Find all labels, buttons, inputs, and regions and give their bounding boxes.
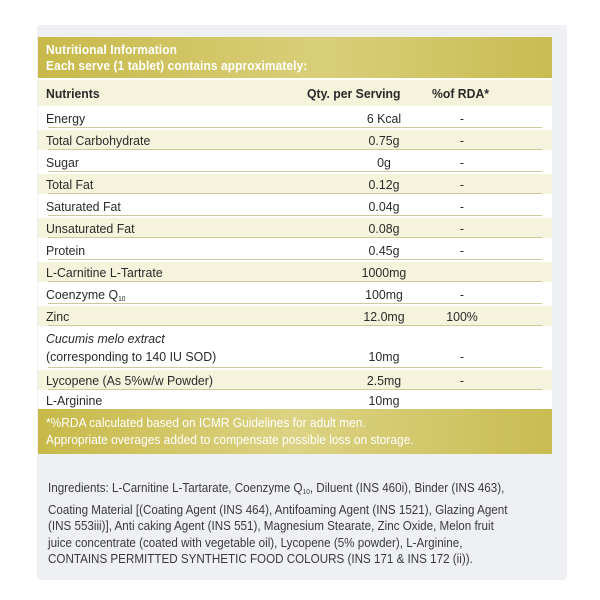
row-divider	[48, 281, 542, 282]
ingredients-line: juice concentrate (coated with vegetable oil), Lycopene (5% powder), L-Arginine,	[48, 535, 463, 550]
nutrient-name: Coenzyme $Q_{10}$	[46, 287, 126, 303]
table-row	[38, 370, 552, 390]
footnote-overages: Appropriate overages added to compensate possible loss on storage.	[46, 432, 414, 447]
nutrient-qty: 12.0mg	[363, 309, 405, 324]
nutrient-qty: 2.5mg	[366, 373, 402, 388]
table-row	[38, 390, 552, 410]
table-row	[38, 196, 552, 216]
header-subtitle: Each serve (1 tablet) contains approximately:	[46, 58, 308, 73]
ingredients-line: (INS 553iii)], Anti caking Agent (INS 551), Magnesium Stearate, Zinc Oxide, Melon fruit	[48, 519, 494, 533]
nutrient-name: L-Carnitine L-Tartrate	[46, 265, 163, 280]
ingredients-line: Ingredients: L-Carnitine L-Tartarate, Coenzyme $Q_{10}$, Diluent (INS 460i), Binder (INS 463),	[48, 481, 505, 496]
nutrient-rda: -	[459, 287, 465, 302]
footnote-rda: *%RDA calculated based on ICMR Guidelines for adult men.	[46, 415, 366, 430]
column-nutrients: Nutrients	[46, 86, 100, 101]
row-divider	[48, 325, 542, 326]
nutrient-rda: -	[459, 373, 465, 388]
table-row	[38, 130, 552, 150]
nutrient-name: Energy	[46, 111, 86, 126]
nutrition-header	[38, 37, 552, 78]
nutrient-rda: -	[459, 243, 465, 258]
nutrient-rda: -	[459, 221, 465, 236]
nutrient-rda: -	[459, 133, 465, 148]
table-row	[38, 328, 552, 368]
row-divider	[48, 259, 542, 260]
nutrient-name: Cucumis melo extract	[46, 331, 165, 346]
nutrient-qty: 0.08g	[368, 221, 400, 236]
row-divider	[48, 237, 542, 238]
table-row	[38, 240, 552, 260]
table-row	[38, 152, 552, 172]
ingredients-text	[48, 480, 548, 568]
nutrient-rda: -	[459, 155, 465, 170]
row-divider	[48, 149, 542, 150]
nutrient-name-note: (corresponding to 140 IU SOD)	[46, 349, 217, 364]
nutrient-qty: 100mg	[365, 287, 403, 302]
table-row	[38, 306, 552, 326]
ingredients-line: Coating Material [(Coating Agent (INS 464), Antifoaming Agent (INS 1521), Glazing Agent	[48, 502, 508, 517]
row-divider	[48, 303, 542, 304]
table-row	[38, 174, 552, 194]
nutrient-name: Protein	[46, 243, 86, 258]
nutrient-rda: -	[459, 199, 465, 214]
header-title: Nutritional Information	[46, 42, 178, 57]
table-row	[38, 262, 552, 282]
table-row	[38, 218, 552, 238]
nutrient-name: Zinc	[46, 309, 70, 324]
nutrient-qty: 1000mg	[361, 265, 407, 280]
row-divider	[48, 215, 542, 216]
nutrient-qty: 0g	[377, 155, 391, 170]
nutrient-rda: 100%	[446, 309, 478, 324]
nutrient-qty: 6 Kcal	[366, 111, 402, 126]
nutrient-name: Unsaturated Fat	[46, 221, 135, 236]
subscript: 10	[302, 489, 310, 496]
nutrient-name: Total Carbohydrate	[46, 133, 151, 148]
nutrient-rda: -	[459, 349, 465, 364]
nutrient-rda: -	[459, 111, 465, 126]
row-divider	[48, 193, 542, 194]
nutrient-qty: 0.45g	[368, 243, 400, 258]
table-row	[38, 108, 552, 128]
nutrition-footer	[38, 409, 552, 454]
nutrient-qty: 10mg	[368, 393, 400, 408]
row-divider	[48, 367, 542, 368]
column-rda: %of RDA*	[432, 86, 490, 101]
table-row	[38, 284, 552, 304]
nutrient-qty: 0.04g	[368, 199, 400, 214]
nutrient-qty: 10mg	[368, 349, 400, 364]
row-divider	[48, 171, 542, 172]
nutrient-rda: -	[459, 177, 465, 192]
nutrient-name: Total Fat	[46, 177, 94, 192]
nutrient-name: Sugar	[46, 155, 79, 170]
row-divider	[48, 127, 542, 128]
nutrient-name: L-Arginine	[46, 393, 103, 408]
nutrient-qty: 0.12g	[368, 177, 400, 192]
subscript: 10	[118, 296, 126, 303]
nutrient-name: Saturated Fat	[46, 199, 121, 214]
column-qty: Qty. per Serving	[307, 86, 401, 101]
nutrient-qty: 0.75g	[368, 133, 400, 148]
nutrient-name: Lycopene (As 5%w/w Powder)	[46, 373, 214, 388]
ingredients-line: CONTAINS PERMITTED SYNTHETIC FOOD COLOURS (INS 171 & INS 172 (ii)).	[48, 552, 473, 566]
